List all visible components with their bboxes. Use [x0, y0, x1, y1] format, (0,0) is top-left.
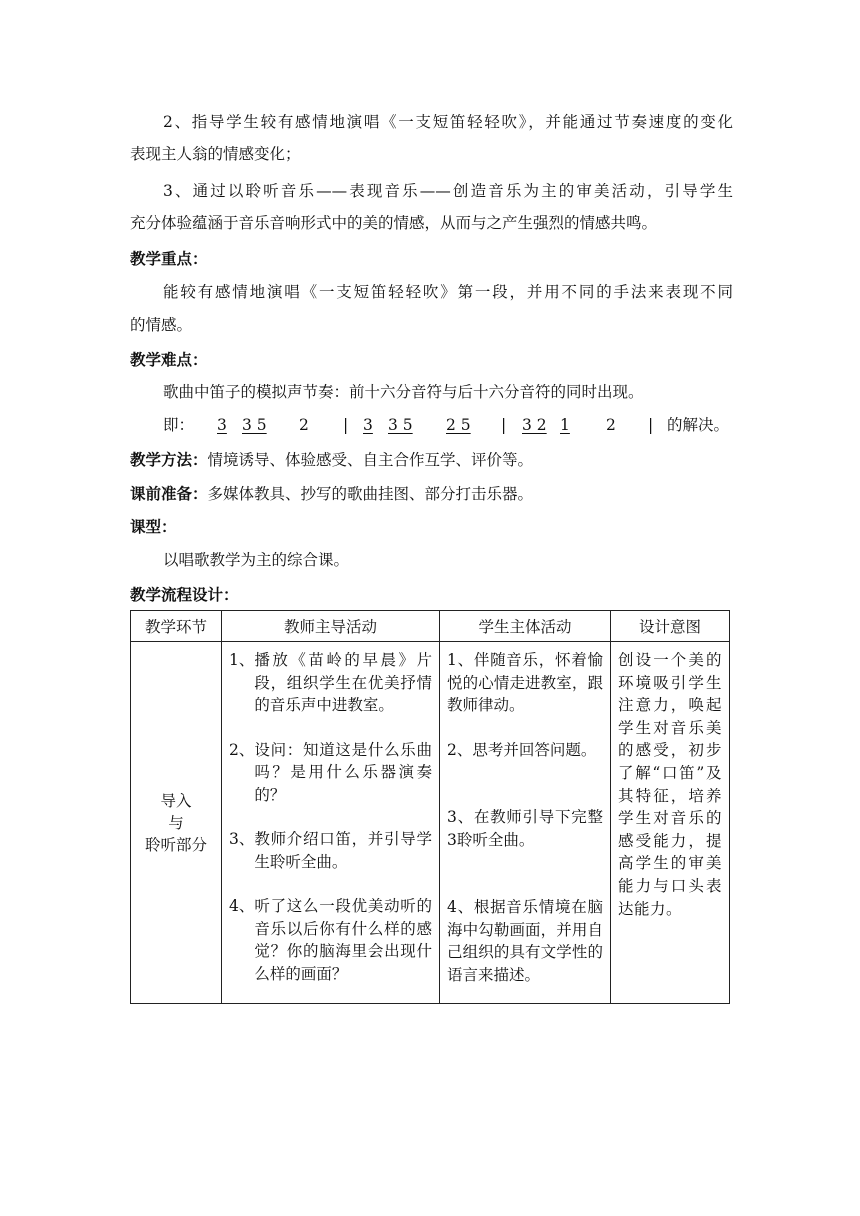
student-item-3: 3、在教师引导下完整3聆听全曲。 — [447, 808, 603, 849]
teacher-item-4-num: 4、 — [229, 897, 255, 915]
notation-note-5: 3 5 — [388, 416, 413, 434]
teacher-item-2-text: 设问：知道这是什么乐曲吗？是用什么乐器演奏的？ — [254, 740, 432, 804]
methods-line — [130, 450, 533, 470]
flow-heading: 教学流程设计： — [130, 585, 239, 604]
key-points-line-2: 的情感。 — [130, 316, 193, 334]
design-intent-text: 创设一个美的环境吸引学生注意力，唤起学生对音乐美的感受，初步了解“口笛”及其特征，培养学生对音乐的感受能力，提高学生的审美能力与口头表达能力。 — [618, 651, 722, 918]
teacher-item-1 — [229, 649, 432, 717]
teacher-item-3-text: 教师介绍口笛，并引导学生聆听全曲。 — [254, 830, 432, 871]
notation-note-2: 3 5 — [242, 416, 267, 434]
stage-line-1: 导入 — [160, 791, 192, 810]
notation-note-6: 2 5 — [446, 416, 471, 434]
design-intent-cell — [611, 642, 730, 1004]
notation-note-7: 3 2 — [522, 416, 547, 434]
teacher-item-2-num: 2、 — [229, 740, 255, 759]
header-student-activity: 学生主体活动 — [440, 611, 611, 642]
notation-note-1: 3 — [217, 416, 227, 434]
notation-prefix: 即： — [163, 416, 195, 434]
teacher-item-4 — [229, 895, 432, 985]
difficulties-heading: 教学难点： — [130, 350, 208, 369]
notation-note-9: 2 — [606, 416, 616, 434]
header-stage: 教学环节 — [131, 611, 222, 642]
student-item-4: 4、根据音乐情境在脑海中勾勒画面，并用自己组织的具有文学性的语言来描述。 — [447, 898, 603, 984]
preparation-line — [130, 484, 533, 504]
stage-line-3: 聆听部分 — [144, 835, 207, 854]
student-item-1: 1、伴随音乐，怀着愉悦的心情走进教室，跟教师律动。 — [447, 651, 603, 714]
objective-2-line-2: 表现主人翁的情感变化； — [130, 145, 301, 163]
difficulties-line-1: 歌曲中笛子的模拟声节奏：前十六分音符与后十六分音符的同时出现。 — [163, 383, 644, 401]
stage-cell — [131, 642, 222, 1004]
methods-heading: 教学方法： — [130, 450, 208, 469]
student-item-2: 2、思考并回答问题。 — [447, 740, 597, 759]
teacher-item-2 — [229, 739, 432, 807]
key-points-heading: 教学重点： — [130, 249, 208, 268]
notation-note-4: 3 — [363, 416, 373, 434]
header-design-intent: 设计意图 — [611, 611, 730, 642]
table-row — [131, 642, 730, 1004]
table-header-row — [131, 611, 730, 642]
student-activity-cell — [440, 642, 611, 1004]
notation-suffix: 的解决。 — [667, 416, 730, 434]
preparation-heading: 课前准备： — [130, 484, 208, 503]
notation-note-3: 2 — [299, 416, 309, 434]
objective-3-line-2: 充分体验蕴涵于音乐音响形式中的美的情感，从而与之产生强烈的情感共鸣。 — [130, 214, 658, 232]
lesson-type-text: 以唱歌教学为主的综合课。 — [163, 551, 350, 569]
notation-barline-3: | — [648, 416, 654, 434]
methods-text: 情境诱导、体验感受、自主合作互学、评价等。 — [207, 451, 534, 469]
teacher-activity-cell — [222, 642, 440, 1004]
notation-barline-2: | — [501, 416, 507, 434]
objective-2-line-1: 2、指导学生较有感情地演唱《一支短笛轻轻吹》，并能通过节奏速度的变化 — [163, 113, 733, 131]
teacher-item-3 — [229, 828, 432, 873]
lesson-type-heading: 课型： — [130, 517, 177, 536]
teaching-flow-table — [130, 610, 730, 1004]
notation-barline-1: | — [343, 416, 349, 434]
teacher-item-3-num: 3、 — [229, 830, 255, 848]
stage-line-2: 与 — [168, 813, 184, 832]
teacher-item-1-num: 1、 — [229, 651, 255, 669]
teacher-item-1-text: 播放《苗岭的早晨》片段，组织学生在优美抒情的音乐声中进教室。 — [254, 651, 432, 714]
preparation-text: 多媒体教具、抄写的歌曲挂图、部分打击乐器。 — [207, 485, 534, 503]
objective-3-line-1: 3、通过以聆听音乐——表现音乐——创造音乐为主的审美活动，引导学生 — [163, 182, 733, 200]
teacher-item-4-text: 听了这么一段优美动听的音乐以后你有什么样的感觉？你的脑海里会出现什么样的画面？ — [254, 897, 432, 983]
header-teacher-activity: 教师主导活动 — [222, 611, 440, 642]
notation-note-8: 1 — [560, 416, 570, 434]
key-points-line-1: 能较有感情地演唱《一支短笛轻轻吹》第一段，并用不同的手法来表现不同 — [163, 283, 733, 301]
